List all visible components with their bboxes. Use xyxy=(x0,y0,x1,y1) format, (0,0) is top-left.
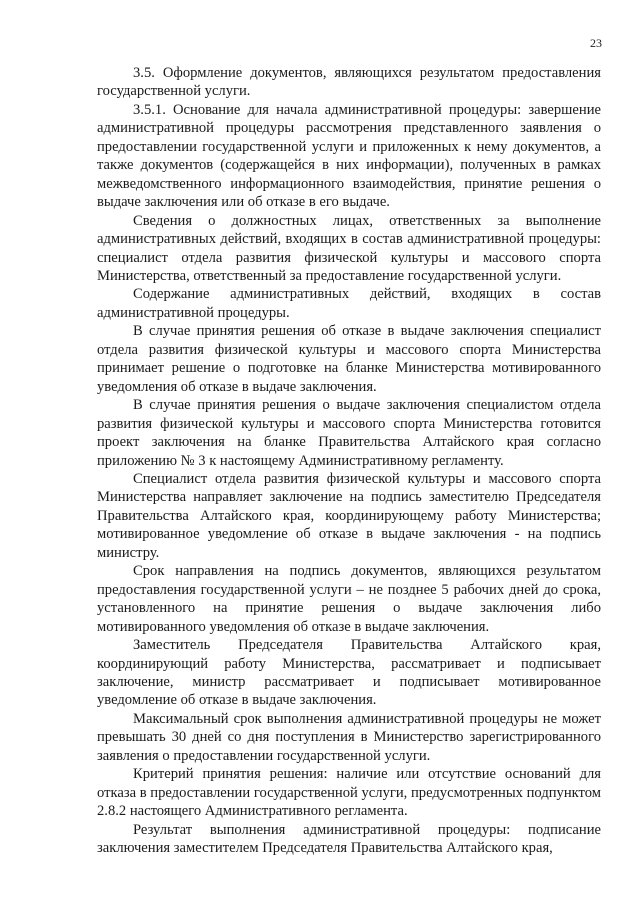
paragraph-decision-criterion: Критерий принятия решения: наличие или отсутствие оснований для отказа в предоставлении государственной услуги, предусмотренных подпунктом 2.8.2 настоящего Административного регламента. xyxy=(97,766,601,820)
paragraph-signature-deadline: Срок направления на подпись документов, являющихся результатом предоставления государственной услуги – не позднее 5 рабочих дней до срока, установленного на принятие решения о выдаче заключения либо мотивированного уведомления об отказе в выдаче заключения. xyxy=(97,563,601,635)
paragraph-issue-case: В случае принятия решения о выдаче заключения специалистом отдела развития физической культуры и массового спорта Министерства готовится проект заключения на бланке Правительства Алтайского края согласно приложению № 3 к настоящему Административному регламенту. xyxy=(97,397,601,469)
paragraph-refusal-case: В случае принятия решения об отказе в выдаче заключения специалист отдела развития физической культуры и массового спорта Министерства принимает решение о подготовке на бланке Министерства мотивированного уведомления об отказе в выдаче заключения. xyxy=(97,323,601,395)
paragraph-3-5-title: 3.5. Оформление документов, являющихся результатом предоставления государственной услуги. xyxy=(97,65,601,100)
paragraph-procedure-result: Результат выполнения административной процедуры: подписание заключения заместителем Председателя Правительства Алтайского края, xyxy=(97,821,601,857)
paragraph-responsible-officials: Сведения о должностных лицах, ответственных за выполнение административных действий, входящих в состав административной процедуры: специалист отдела развития физической культуры и массового спорта Министерства, ответственный за предоставление государственной услуги. xyxy=(97,212,601,284)
paragraph-actions-content: Содержание административных действий, входящих в состав административной процедуры. xyxy=(97,286,601,321)
paragraph-deputy-review: Заместитель Председателя Правительства Алтайского края, координирующий работу Министерства, рассматривает и подписывает заключение, министр рассматривает и подписывает мотивированное уведомление об отказе в выдаче заключения. xyxy=(97,637,601,709)
paragraph-signature-routing: Специалист отдела развития физической культуры и массового спорта Министерства направляет заключение на подпись заместителю Председателя Правительства Алтайского края, координирующему работу Министерства; мотивированное уведомление об отказе в выдаче заключения - на подпись министру. xyxy=(97,470,601,561)
document-body xyxy=(97,64,601,857)
paragraph-max-duration: Максимальный срок выполнения административной процедуры не может превышать 30 дней со дня поступления в Министерство зарегистрированного заявления о предоставлении государственной услуги. xyxy=(97,710,601,764)
paragraph-3-5-1-basis: 3.5.1. Основание для начала административной процедуры: завершение административной процедуры рассмотрения представленного заявления о предоставлении государственной услуги и приложенных к нему документов, а также документов (содержащейся в них информации), полученных в рамках межведомственного информационного взаимодействия, принятие решения о выдаче заключения или об отказе в его выдаче. xyxy=(97,101,601,211)
page-number: 23 xyxy=(590,36,602,50)
